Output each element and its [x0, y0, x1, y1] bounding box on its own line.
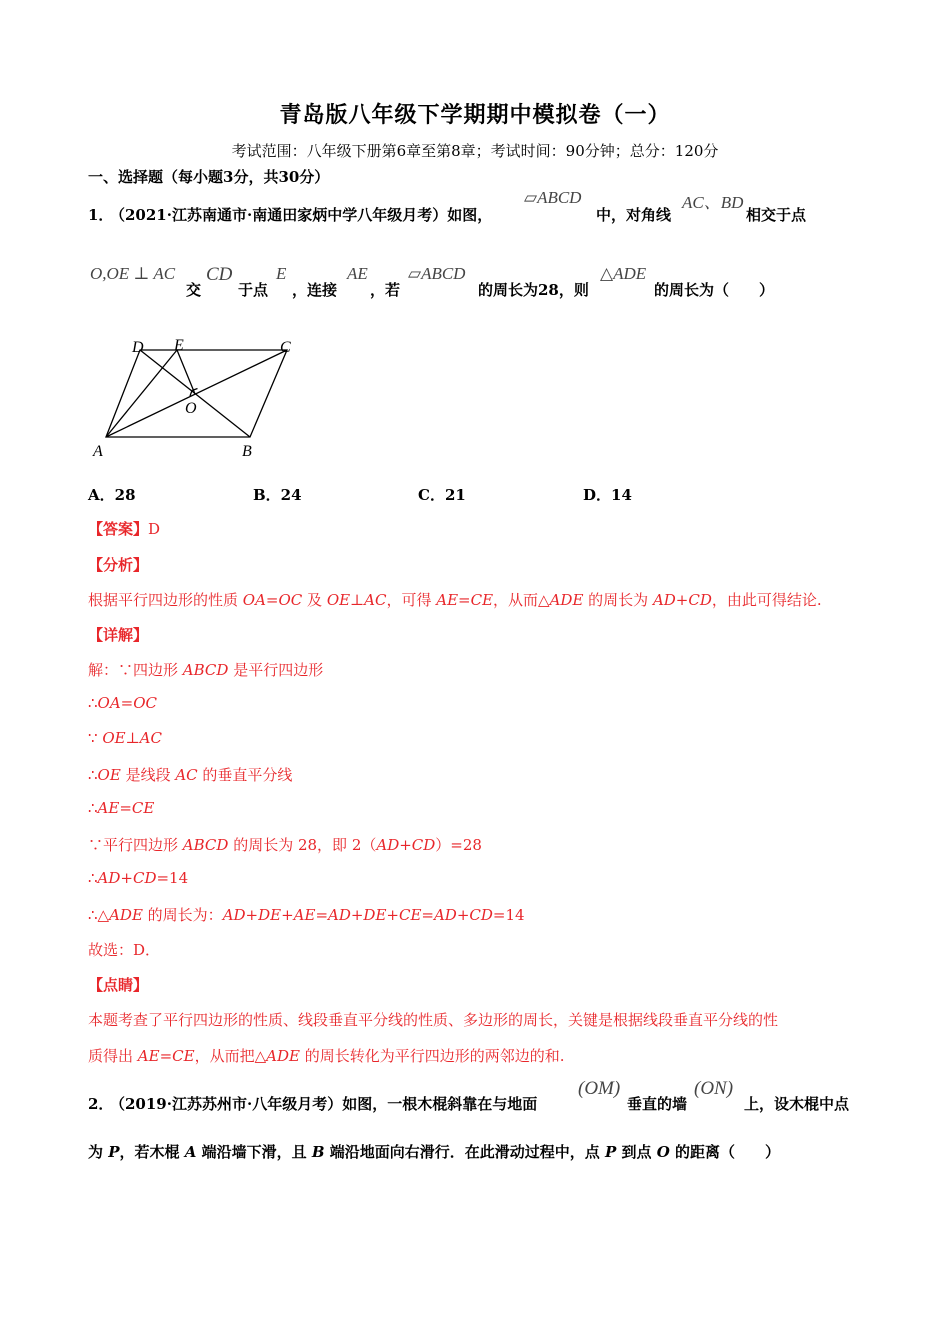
comment-part: 的周长转化为平行四边形的两邻边的和. — [299, 1047, 565, 1065]
detail-line-7 — [88, 869, 188, 887]
detail-part: ∴△ — [88, 906, 110, 924]
q2-text-wall: 垂直的墙 — [627, 1095, 688, 1113]
detail-part: ∴ — [88, 694, 98, 712]
analysis-part: ，由此可得结论. — [711, 591, 822, 609]
q2-part: P — [108, 1143, 120, 1161]
comment-line-2 — [88, 1045, 564, 1066]
detail-part: OE — [97, 766, 121, 784]
q2-line-2 — [88, 1141, 780, 1162]
q1-diagonals: AC、BD — [682, 193, 744, 212]
detail-line-4 — [88, 764, 292, 785]
q2-part: 端沿墙下滑，且 — [196, 1143, 312, 1161]
detail-part: 的周长为 28，即 2（ — [228, 836, 377, 854]
section-heading: 一、选择题（每小题3分，共30分） — [88, 168, 330, 186]
detail-part: AD+CD — [97, 869, 157, 887]
option-d[interactable]: D．14 — [583, 486, 632, 504]
analysis-part: ADE — [549, 591, 584, 609]
exam-info: 考试范围：八年级下册第6章至第8章；考试时间：90分钟；总分：120分 — [231, 142, 719, 160]
analysis-part: 根据平行四边形的性质 — [88, 591, 243, 609]
detail-part: AE=CE — [97, 799, 155, 817]
analysis-part: AD+CD — [652, 591, 712, 609]
option-b[interactable]: B．24 — [253, 486, 302, 504]
analysis-part: ，从而△ — [493, 591, 550, 609]
q1-cd: CD — [206, 264, 233, 285]
label-e: E — [174, 337, 184, 354]
analysis-part: AE=CE — [436, 591, 494, 609]
detail-part: 是平行四边形 — [228, 661, 324, 679]
detail-tag: 【详解】 — [88, 626, 149, 644]
comment-part: 质得出 — [88, 1047, 138, 1065]
detail-part: AD+DE+AE=AD+DE+CE=AD+CD — [222, 906, 493, 924]
detail-part: OE⊥AC — [102, 729, 162, 747]
analysis-tag: 【分析】 — [88, 556, 149, 574]
detail-part: 的垂直平分线 — [197, 766, 293, 784]
q1-parallelogram-symbol-2: ▱ABCD — [408, 264, 466, 283]
q1-triangle-ade: △ADE — [600, 264, 647, 283]
detail-line-3 — [88, 729, 162, 747]
detail-part: =14 — [492, 906, 525, 924]
q2-part: 端沿地面向右滑行．在此滑动过程中，点 — [324, 1143, 605, 1161]
detail-part: ∵ — [88, 729, 103, 747]
detail-line-5 — [88, 799, 154, 817]
q1-text-end: 的周长为（ ） — [654, 281, 775, 299]
q1-figure-parallelogram — [88, 332, 308, 462]
option-a[interactable]: A．28 — [88, 486, 136, 504]
q2-part: 到点 — [616, 1143, 657, 1161]
label-d: D — [132, 339, 144, 356]
q2-part: A — [184, 1143, 197, 1161]
analysis-part: ，可得 — [386, 591, 437, 609]
detail-part: ∴ — [88, 766, 98, 784]
detail-line-6 — [88, 834, 482, 855]
q1-text-lianjie: ，连接 — [292, 281, 338, 299]
diagonal-ac — [106, 350, 287, 437]
q1-text-xiangjiao: 相交于点 — [746, 206, 807, 224]
detail-part: ∴ — [88, 869, 98, 887]
q2-om: (OM) — [578, 1078, 621, 1099]
q2-number: 2． — [88, 1095, 114, 1113]
comment-part: ，从而把△ — [194, 1047, 267, 1065]
detail-part: ∴ — [88, 799, 98, 817]
q1-text-ruo: ，若 — [370, 281, 401, 299]
q2-source: （2019·江苏苏州市·八年级月考）如图，一根木棍斜靠在与地面 — [110, 1095, 538, 1113]
label-c: C — [280, 339, 291, 356]
detail-line-9: 故选：D． — [88, 941, 161, 959]
analysis-part: OA=OC — [242, 591, 303, 609]
q1-text-yudian: 于点 — [238, 281, 269, 299]
detail-part: ABCD — [182, 661, 229, 679]
detail-part: OA=OC — [97, 694, 158, 712]
q2-part: O — [656, 1143, 670, 1161]
detail-line-2 — [88, 694, 157, 712]
detail-part: ADE — [109, 906, 143, 924]
detail-part: 的周长为： — [142, 906, 223, 924]
q2-part: P — [604, 1143, 617, 1161]
detail-part: AD+CD — [376, 836, 436, 854]
detail-part: =14 — [156, 869, 189, 887]
q1-text-zhong: 中，对角线 — [596, 206, 672, 224]
analysis-part: 及 — [302, 591, 327, 609]
comment-part: ADE — [266, 1047, 300, 1065]
q1-ae: AE — [347, 264, 368, 283]
detail-line-1 — [88, 659, 323, 680]
detail-line-8 — [88, 904, 525, 925]
q1-e: E — [276, 264, 287, 283]
comment-tag: 【点睛】 — [88, 976, 149, 994]
q1-source: （2021·江苏南通市·南通田家炳中学八年级月考）如图， — [110, 206, 493, 224]
detail-part: 是线段 — [120, 766, 176, 784]
q1-parallelogram-symbol: ▱ABCD — [524, 188, 582, 207]
q2-part: B — [311, 1143, 325, 1161]
segment-eo — [177, 350, 195, 394]
q1-text-zhouchang: 的周长为28，则 — [478, 281, 589, 299]
q1-text-jiao: 交 — [186, 281, 202, 299]
analysis-part: OE⊥AC — [326, 591, 387, 609]
comment-line-1: 本题考查了平行四边形的性质、线段垂直平分线的性质、多边形的周长，关键是根据线段垂直平分线的性 — [88, 1011, 779, 1029]
q2-part: 的距离（ ） — [669, 1143, 781, 1161]
q1-oe-perp-ac: O,OE ⊥ AC — [90, 264, 176, 283]
analysis-text — [88, 589, 822, 610]
answer-line — [88, 518, 160, 539]
page-title: 青岛版八年级下学期期中模拟卷（一） — [279, 102, 671, 128]
segment-ae — [106, 350, 177, 437]
option-c[interactable]: C．21 — [418, 486, 466, 504]
label-b: B — [242, 443, 252, 460]
label-o: O — [185, 400, 197, 417]
q1-number: 1． — [88, 206, 114, 224]
detail-part: ABCD — [182, 836, 229, 854]
q2-text-end1: 上，设木棍中点 — [744, 1095, 850, 1113]
label-a: A — [93, 443, 103, 460]
q2-on: (ON) — [694, 1078, 734, 1099]
detail-part: AC — [175, 766, 198, 784]
detail-part: ∵平行四边形 — [88, 836, 183, 854]
detail-part: ）=28 — [435, 836, 482, 854]
q2-part: 为 — [88, 1143, 109, 1161]
comment-part: AE=CE — [137, 1047, 195, 1065]
q2-part: ，若木棍 — [119, 1143, 185, 1161]
answer-value: D — [148, 520, 161, 538]
detail-part: 解：∵四边形 — [88, 661, 183, 679]
answer-tag: 【答案】 — [88, 520, 149, 538]
analysis-part: 的周长为 — [583, 591, 653, 609]
